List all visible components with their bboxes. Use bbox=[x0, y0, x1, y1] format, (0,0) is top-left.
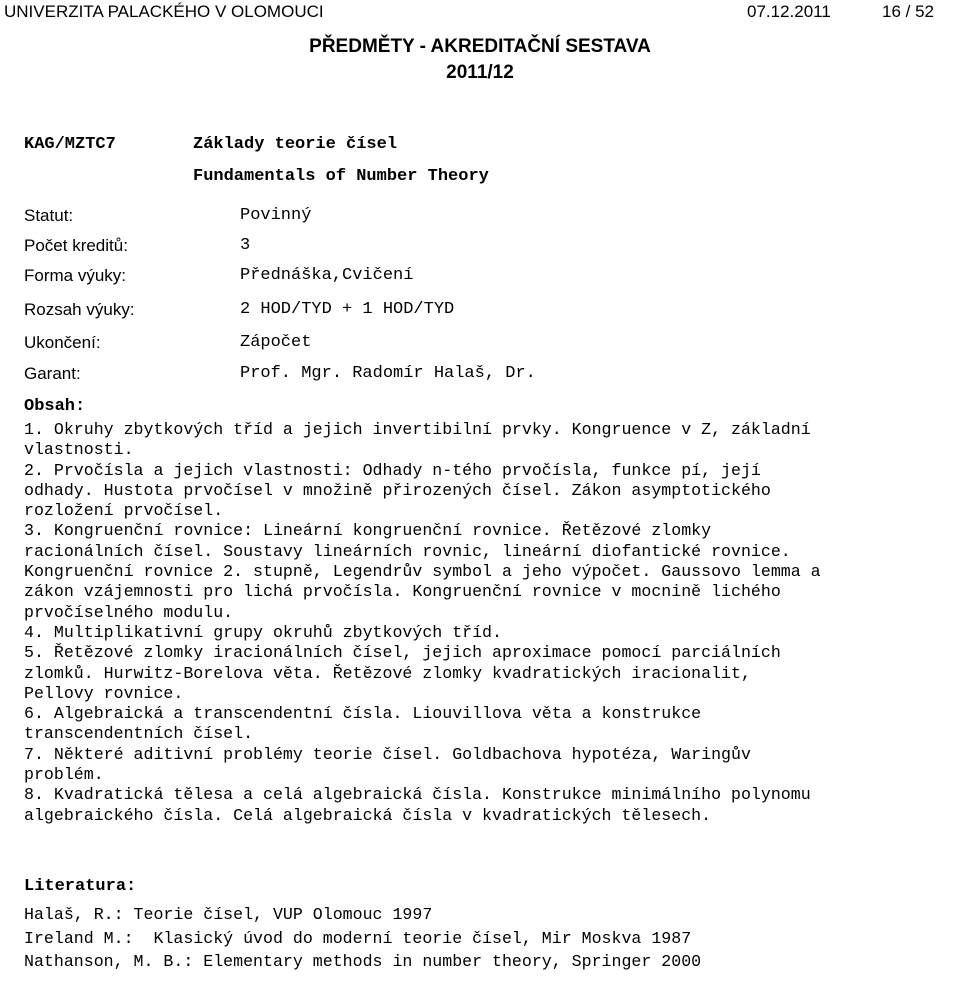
field-label-teaching-form: Forma výuky: bbox=[24, 266, 127, 285]
content-line: 4. Multiplikativní grupy okruhů zbytkových tříd. bbox=[24, 622, 502, 642]
field-value-status: Povinný bbox=[240, 206, 312, 225]
content-line: zákon vzájemnosti pro lichá prvočísla. Kongruenční rovnice v mocnině lichého bbox=[24, 582, 781, 602]
content-line: algebraického čísla. Celá algebraická čísla v kvadratických tělesech. bbox=[24, 805, 712, 825]
literature-item: Halaš, R.: Teorie čísel, VUP Olomouc 1997 bbox=[24, 905, 433, 924]
field-label-guarantor: Garant: bbox=[24, 364, 81, 383]
report-title: PŘEDMĚTY - AKREDITAČNÍ SESTAVA bbox=[309, 36, 651, 57]
field-label-teaching-scope: Rozsah výuky: bbox=[24, 300, 135, 319]
course-name-cz: Základy teorie čísel bbox=[193, 135, 398, 154]
literature-list bbox=[24, 903, 954, 974]
content-line: Kongruenční rovnice 2. stupně, Legendrův symbol a jeho výpočet. Gaussovo lemma a bbox=[24, 562, 821, 582]
field-label-credits: Počet kreditů: bbox=[24, 236, 128, 255]
content-line: transcendentních čísel. bbox=[24, 724, 254, 744]
university-name: UNIVERZITA PALACKÉHO V OLOMOUCI bbox=[4, 2, 324, 21]
report-date: 07.12.2011 bbox=[747, 2, 831, 21]
content-line: problém. bbox=[24, 765, 104, 785]
content-line: odhady. Hustota prvočísel v množině přirozených čísel. Zákon asymptotického bbox=[24, 480, 771, 500]
content-line: zlomků. Hurwitz-Borelova věta. Řetězové zlomky kvadratických iracionalit, bbox=[24, 663, 751, 683]
content-line: vlastnosti. bbox=[24, 440, 134, 460]
field-value-credits: 3 bbox=[240, 236, 251, 255]
field-label-completion: Ukončení: bbox=[24, 333, 101, 352]
field-label-status: Statut: bbox=[24, 206, 74, 225]
content-line: 8. Kvadratická tělesa a celá algebraická čísla. Konstrukce minimálního polynomu bbox=[24, 785, 811, 805]
content-line: 7. Některé aditivní problémy teorie čísel. Goldbachova hypotéza, Waringův bbox=[24, 744, 751, 764]
literature-item: Ireland M.: Klasický úvod do moderní teorie čísel, Mir Moskva 1987 bbox=[24, 928, 692, 948]
content-line: 1. Okruhy zbytkových tříd a jejich invertibilní prvky. Kongruence v Z, základní bbox=[24, 420, 811, 439]
field-value-completion: Zápočet bbox=[240, 333, 312, 352]
content-line: 5. Řetězové zlomky iracionálních čísel, jejich aproximace pomocí parciálních bbox=[24, 643, 781, 663]
field-value-teaching-form: Přednáška,Cvičení bbox=[240, 266, 414, 285]
field-value-guarantor: Prof. Mgr. Radomír Halaš, Dr. bbox=[240, 364, 536, 383]
course-code: KAG/MZTC7 bbox=[24, 135, 116, 154]
content-line: rozložení prvočísel. bbox=[24, 501, 224, 521]
literature-item: Nathanson, M. B.: Elementary methods in number theory, Springer 2000 bbox=[24, 952, 702, 971]
content-line: 2. Prvočísla a jejich vlastnosti: Odhady n-tého prvočísla, funkce pí, její bbox=[24, 460, 761, 480]
report-year: 2011/12 bbox=[446, 62, 514, 83]
content-line: racionálních čísel. Soustavy lineárních rovnic, lineární diofantické rovnice. bbox=[24, 541, 791, 561]
content-line: 6. Algebraická a transcendentní čísla. Liouvillova věta a konstrukce bbox=[24, 704, 702, 724]
content-body bbox=[24, 420, 954, 826]
literature-heading: Literatura: bbox=[24, 877, 137, 896]
course-name-en: Fundamentals of Number Theory bbox=[193, 167, 489, 186]
page-number: 16 / 52 bbox=[882, 2, 934, 21]
content-line: 3. Kongruenční rovnice: Lineární kongruenční rovnice. Řetězové zlomky bbox=[24, 521, 712, 541]
field-value-teaching-scope: 2 HOD/TYD + 1 HOD/TYD bbox=[240, 300, 455, 319]
content-line: Pellovy rovnice. bbox=[24, 683, 184, 703]
content-line: prvočíselného modulu. bbox=[24, 602, 234, 622]
content-heading: Obsah: bbox=[24, 397, 86, 416]
